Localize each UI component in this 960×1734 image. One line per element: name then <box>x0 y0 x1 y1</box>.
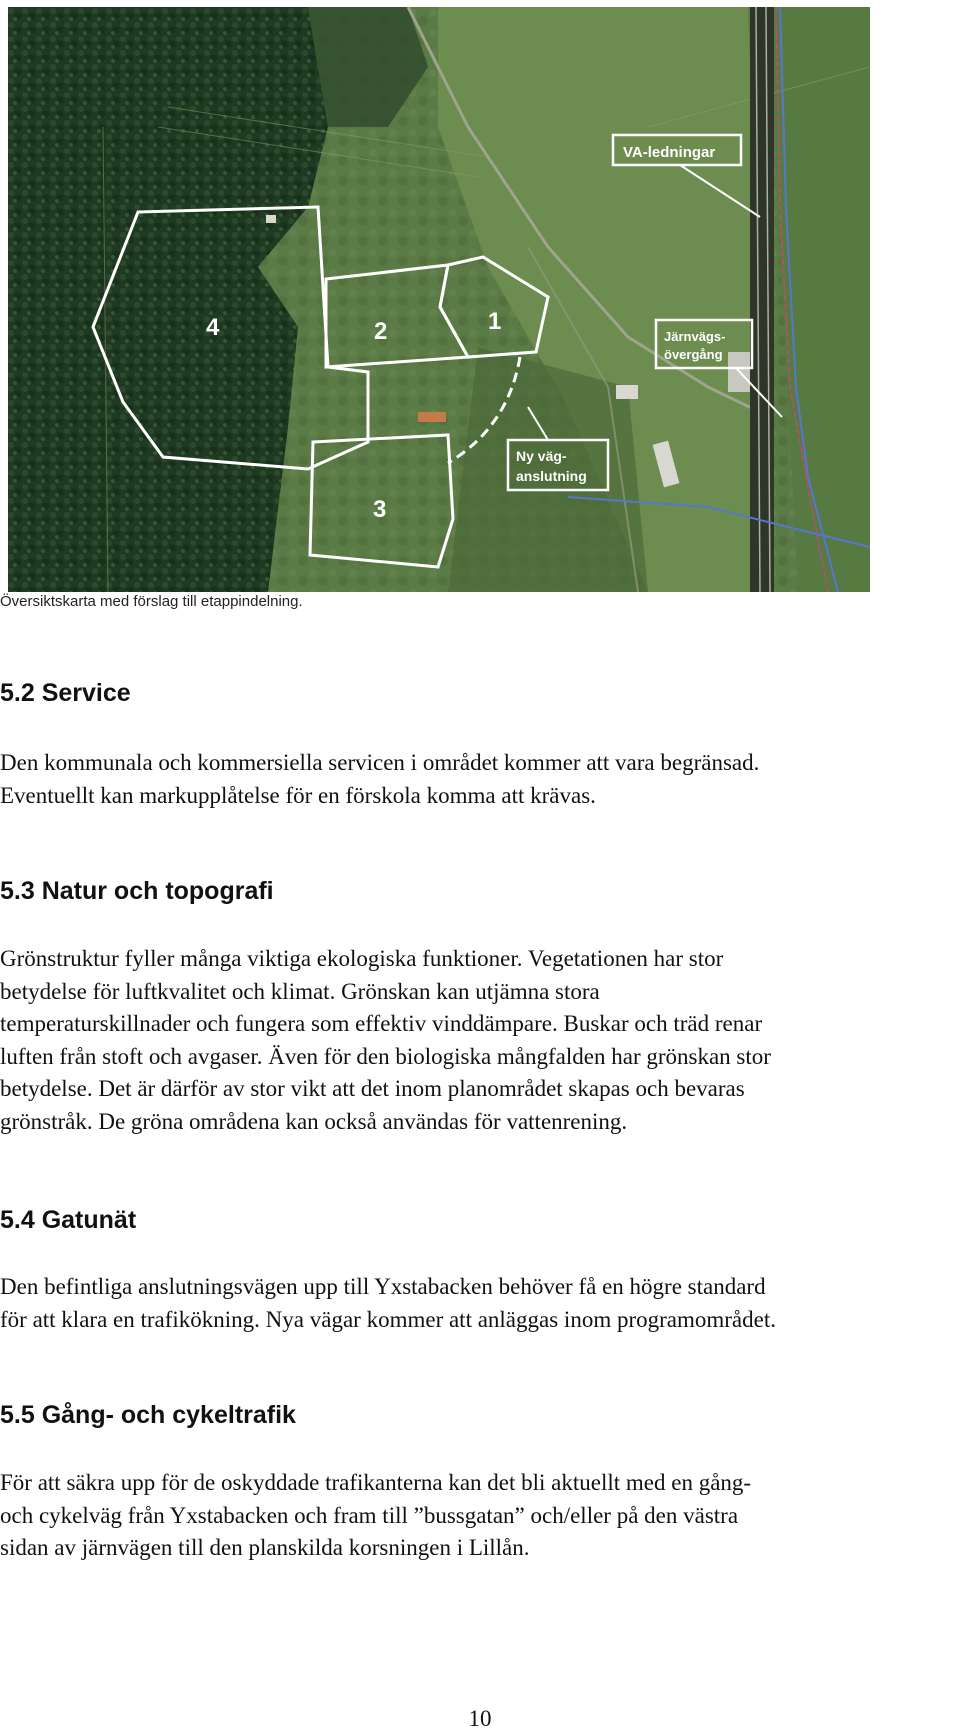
text-line: sidan av järnvägen till den planskilda korsningen i Lillån. <box>0 1535 530 1560</box>
svg-text:Järnvägs-: Järnvägs- <box>664 329 726 344</box>
zone-1-number: 1 <box>488 308 502 335</box>
aerial-map <box>8 7 870 592</box>
heading-gang-cykeltrafik: 5.5 Gång- och cykeltrafik <box>0 1401 296 1429</box>
text-line: betydelse för luftkvalitet och klimat. Grönskan kan utjämna stora <box>0 978 600 1004</box>
zone-4-number: 4 <box>206 314 220 341</box>
paragraph-gatunat <box>0 1271 960 1336</box>
paragraph-service <box>0 747 960 812</box>
page-number: 10 <box>468 1706 492 1731</box>
svg-text:Ny väg-: Ny väg- <box>516 448 567 464</box>
text-line: Eventuellt kan markupplåtelse för en förskola komma att krävas. <box>0 782 596 808</box>
text-line: Grönstruktur fyller många viktiga ekologiska funktioner. Vegetationen har stor <box>0 946 724 971</box>
text-line: Den befintliga anslutningsvägen upp till Yxstabacken behöver få en högre standard <box>0 1274 766 1299</box>
figure-caption: Översiktskarta med förslag till etappindelning. <box>0 593 303 610</box>
paragraph-gang-cykeltrafik <box>0 1467 960 1565</box>
heading-natur-topografi: 5.3 Natur och topografi <box>0 877 274 905</box>
paragraph-natur-topografi <box>0 943 960 1138</box>
svg-text:anslutning: anslutning <box>516 468 587 484</box>
text-line: betydelse. Det är därför av stor vikt att det inom planområdet skapas och bevaras <box>0 1076 745 1101</box>
svg-text:övergång: övergång <box>664 347 723 362</box>
heading-service: 5.2 Service <box>0 679 131 707</box>
heading-gatunat: 5.4 Gatunät <box>0 1206 137 1234</box>
zone-3-number: 3 <box>373 496 387 523</box>
text-line: För att säkra upp för de oskyddade trafikanterna kan det bli aktuellt med en gång- <box>0 1470 752 1495</box>
text-line: temperaturskillnader och fungera som effektiv vinddämpare. Buskar och träd renar <box>0 1011 763 1036</box>
text-line: och cykelväg från Yxstabacken och fram till ”bussgatan” och/eller på den västra <box>0 1502 739 1528</box>
aerial-map-figure <box>8 7 870 592</box>
zone-2-number: 2 <box>374 318 388 345</box>
text-line: grönstråk. De gröna områdena kan också användas för vattenrening. <box>0 1108 628 1134</box>
railway <box>750 7 774 592</box>
text-line: Den kommunala och kommersiella servicen i området kommer att vara begränsad. <box>0 750 760 775</box>
text-line: för att klara en trafikökning. Nya vägar kommer att anläggas inom programområdet. <box>0 1306 776 1332</box>
text-line: luften från stoft och avgaser. Även för den biologiska mångfalden har grönskan stor <box>0 1043 771 1069</box>
svg-text:VA-ledningar: VA-ledningar <box>623 144 716 161</box>
